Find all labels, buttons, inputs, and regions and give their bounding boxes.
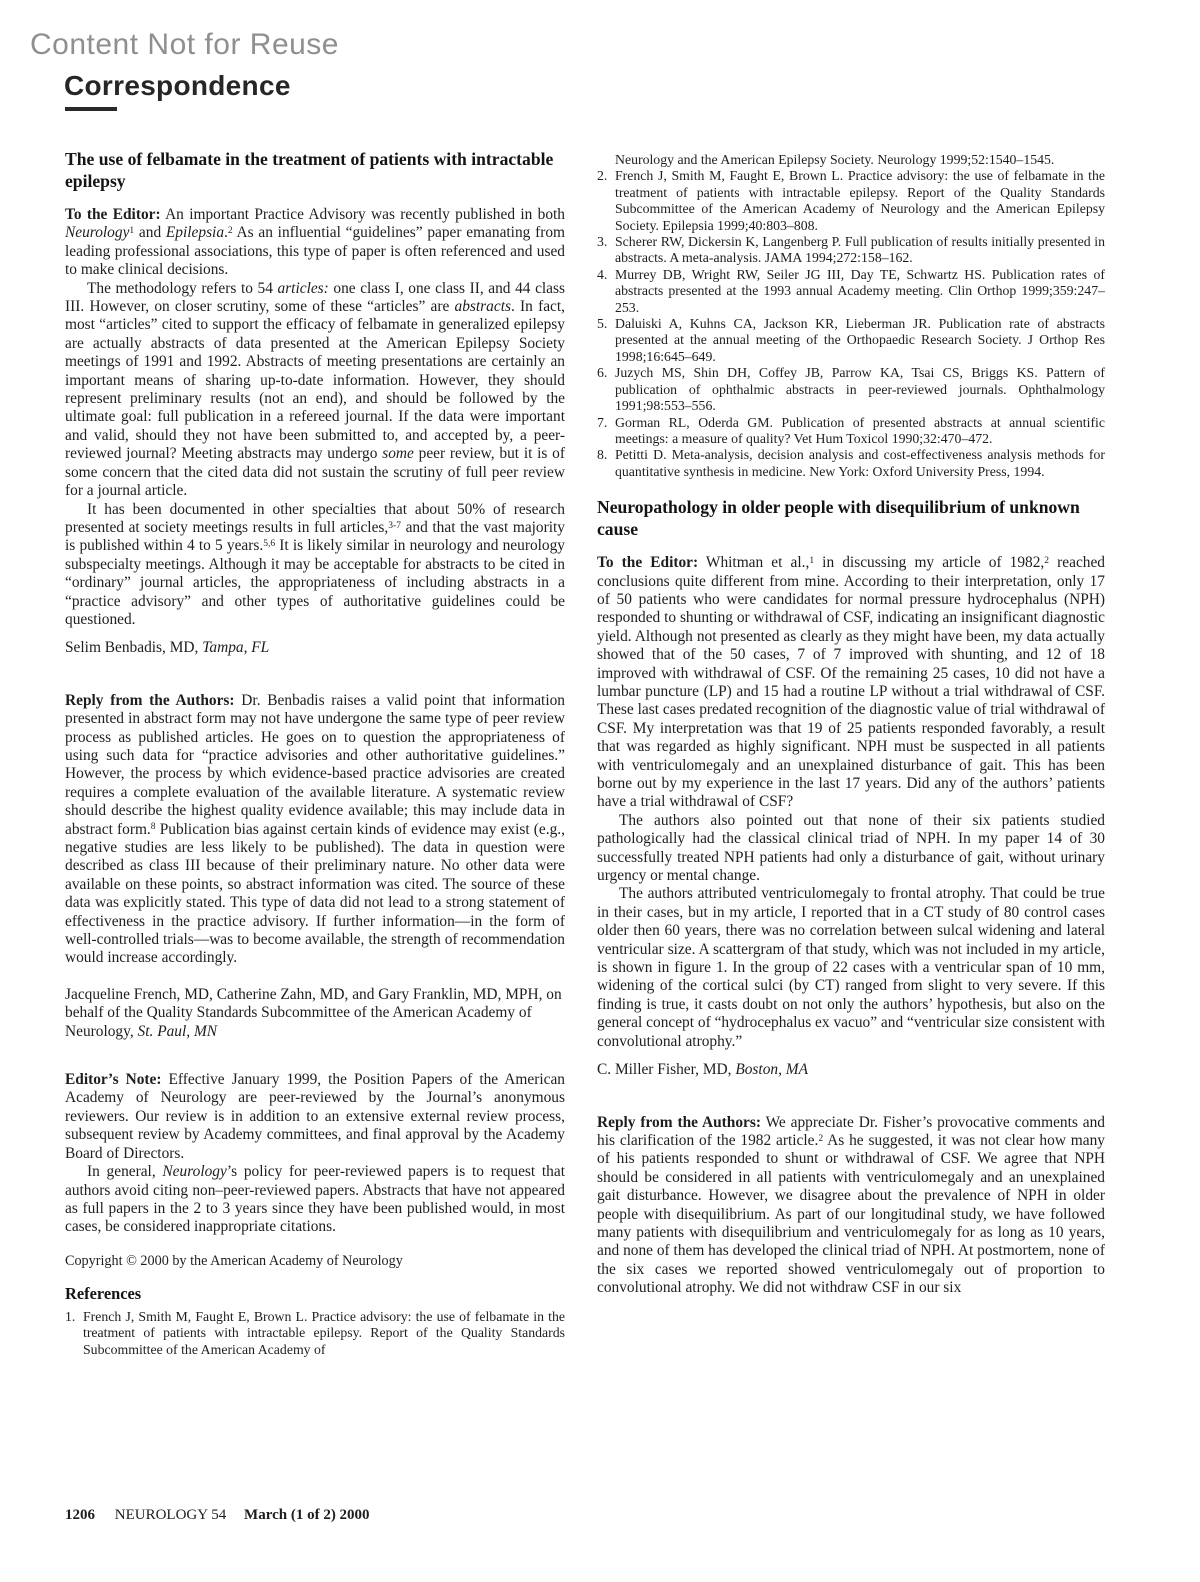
- reference-text: Murrey DB, Wright RW, Seiler JG III, Day TE, Schwartz HS. Publication rates of abstracts presented at the 1993 annual Academy meeting. Clin Orthop 1999;359:247–253.: [615, 266, 1105, 315]
- reference-number: 4.: [597, 266, 608, 282]
- editors-note-paragraph-1: Editor’s Note: Effective January 1999, the Position Papers of the American Academy of Neurology are peer-reviewed by the Journal’s anonymous reviewers. Our review is in addition to an extensive external review process, subsequent review by Academy committees, and final approval by the Academy Board of Directors.: [65, 1071, 565, 1162]
- letter1-paragraph-2: The methodology refers to 54 articles: one class I, one class II, and 44 class III. However, on closer scrutiny, some of these “articles” are abstracts. In fact, most “articles” cited to support the efficacy of felbamate in generalized epilepsy are actually abstracts of data presented at the American Epilepsy Society meetings of 1991 and 1992. Abstracts of meeting presentations are certainly an important means of sharing up-to-date information. However, they should represent preliminary results (not an end), and should be followed by the ultimate goal: full publication in a refereed journal. If the data were important and valid, should they not have been submitted to, and accepted by, a peer-reviewed journal? Meeting abstracts may undergo some peer review, but it is of some concern that the cited data did not sustain the scrutiny of full peer review for a journal article.: [65, 279, 565, 500]
- title-underline: [65, 107, 117, 111]
- reference-item: [65, 1309, 565, 1358]
- editors-note-paragraph-2: In general, Neurology’s policy for peer-reviewed papers is to request that authors avoid citing non–peer-reviewed papers. Abstracts that have not appeared as full papers in the 2 to 3 years since they have been published would, in most cases, be considered inappropriate citations.: [65, 1163, 565, 1236]
- reference-text: Gorman RL, Oderda GM. Publication of presented abstracts at annual scientific meetings: a measure of quality? Vet Hum Toxicol 1990;32:470–472.: [615, 414, 1105, 446]
- letter1-paragraph-1: To the Editor: An important Practice Advisory was recently published in both Neurology$^1$ and Epilepsia.$^2$ As an influential “guidelines” paper emanating from leading professional associations, this type of paper is often referenced and used to make clinical decisions.: [65, 206, 566, 279]
- reference-text: French J, Smith M, Faught E, Brown L. Practice advisory: the use of felbamate in the treatment of patients with intractable epilepsy. Report of the Quality Standards Subcommittee of the American Academy of Neurology and the American Epilepsy Society. Epilepsia 1999;40:803–808.: [615, 168, 1105, 233]
- page-title: Correspondence: [64, 70, 291, 101]
- reference-item: [597, 365, 1105, 414]
- reference-item: [597, 447, 1105, 480]
- reference-number: 8.: [597, 447, 608, 463]
- reference-item: [597, 316, 1105, 365]
- letter2-paragraph-1: To the Editor: Whitman et al.,$^1$ in discussing my article of 1982,$^2$ reached conclusions quite different from mine. According to their interpretation, only 17 of 50 patients who were candidates for normal pressure hydrocephalus (NPH) responded to shunting or withdrawal of CSF, indicating an insignificant diagnostic yield. Although not presented as clearly as they might have been, my data actually showed that of the 50 cases, 7 of 7 improved with shunting, and 12 of 18 improved with withdrawal of CSF. Of the remaining 25 cases, 10 did not have a lumbar puncture (LP) and 15 had a routine LP without a trial withdrawal of CSF. These last cases predated recognition of the diagnostic value of trial withdrawal of CSF. My interpretation was that 19 of 25 patients responded favorably, a result that was regarded as highly significant. NPH must be suspected in all patients with ventriculomegaly and an unexplained disturbance of gait. This has been borne out by my experience in the last 17 years. Did any of the authors’ patients have a trial withdrawal of CSF?: [597, 554, 1105, 811]
- reference-text: Petitti D. Meta-analysis, decision analysis and cost-effectiveness analysis methods for quantitative synthesis in medicine. New York: Oxford University Press, 1994.: [615, 447, 1105, 479]
- letter2-title: Neuropathology in older people with disequilibrium of unknown cause: [597, 497, 1080, 540]
- reference-item: [597, 234, 1105, 267]
- watermark-text: Content Not for Reuse: [30, 28, 339, 61]
- section-masthead: [64, 70, 291, 111]
- letter2-paragraph-3: The authors attributed ventriculomegaly to frontal atrophy. That could be true in their cases, but in my article, I reported that in a CT study of 80 control cases older then 60 years, there was no correlation between sulcal widening and lateral ventricular size. A scattergram of that study, which was not included in my article, is shown in figure 1. In the group of 22 cases with a ventricular span of 10 mm, widening of the cortical sulci (by CT) ranged from slight to very severe. If this finding is true, it casts doubt on not only the authors’ hypothesis, but also on the general concept of “hydrocephalus ex vacuo” and “ventricular size consistent with convolutional atrophy.”: [597, 885, 1105, 1050]
- reference-number: 3.: [597, 234, 608, 250]
- reference-item: [597, 415, 1105, 448]
- reference-item: [597, 267, 1105, 316]
- copyright-line: Copyright © 2000 by the American Academy of Neurology: [65, 1252, 403, 1269]
- reference-item-continued: Neurology and the American Epilepsy Society. Neurology 1999;52:1540–1545.: [615, 152, 1055, 167]
- right-column: [597, 152, 1105, 1298]
- letter1-reply: Reply from the Authors: Dr. Benbadis raises a valid point that information presented in abstract form may not have undergone the same type of peer review process as published articles. He goes on to question the appropriateness of using such data for “practice advisories and other authoritative guidelines.” However, the process by which evidence-based practice advisories are created requires a complete evaluation of the available literature. A systematic review should describe the highest quality evidence available; this may include data in abstract form.$^8$ Publication bias against certain kinds of evidence may exist (e.g., negative studies are less likely to be published). The data in question were described as class III because of their preliminary nature. No other data were available on these points, so abstract information was cited. The source of these data was explicitly stated. This type of data did not lead to a strong statement of effectiveness in the practice advisory. If further information—in the form of well-controlled trials—was to become available, the strength of recommendation would increase accordingly.: [65, 691, 565, 967]
- footer-journal-name: NEUROLOGY 54: [114, 1507, 227, 1523]
- reference-number: 5.: [597, 316, 608, 332]
- reference-number: 2.: [597, 168, 608, 184]
- reference-text: Scherer RW, Dickersin K, Langenberg P. Full publication of results initially presented in abstracts. A meta-analysis. JAMA 1994;272:158–162.: [615, 234, 1105, 266]
- reference-text: French J, Smith M, Faught E, Brown L. Practice advisory: the use of felbamate in the treatment of patients with intractable epilepsy. Report of the Quality Standards Subcommittee of the American Academy of: [83, 1308, 565, 1357]
- letter2-reply: Reply from the Authors: We appreciate Dr. Fisher’s provocative comments and his clarification of the 1982 article.$^2$ As he suggested, it was not clear how many of his patients responded to shunt or withdrawal of CSF. We agree that NPH should be considered in all patients with ventriculomegaly and an unexplained gait disturbance. However, we disagree about the prevalence of NPH in older people with disequilibrium. As part of our longitudinal study, we have followed many patients with disequilibrium and ventriculomegaly for as long as 10 years, and none of them has developed the clinical triad of NPH. At postmortem, none of the six cases we reported showed ventriculomegaly out of proportion to convolutional atrophy. We did not withdraw CSF in our six: [597, 1113, 1105, 1297]
- letter1-reply-signature: Jacqueline French, MD, Catherine Zahn, MD, and Gary Franklin, MD, MPH, on behalf of the Quality Standards Subcommittee of the American Academy of Neurology, St. Paul, MN: [65, 985, 562, 1040]
- letter2-signature: C. Miller Fisher, MD, Boston, MA: [597, 1061, 808, 1079]
- reference-number: 1.: [65, 1308, 76, 1324]
- reference-number: 6.: [597, 365, 608, 381]
- reference-item: [597, 168, 1105, 234]
- letter1-title: The use of felbamate in the treatment of patients with intractable epilepsy: [65, 149, 554, 191]
- reference-number: 7.: [597, 414, 608, 430]
- page-footer: [65, 1506, 370, 1524]
- letter1-paragraph-3: It has been documented in other specialties that about 50% of research presented at society meetings results in full articles,$^{3-7}$ and that the vast majority is published within 4 to 5 years.$^{5,6}$ It is likely similar in neurology and neurology subspecialty meetings. Although it may be acceptable for abstracts to be cited in “ordinary” journal articles, the appropriateness of including abstracts in a “practice advisory” and other types of authoritative guidelines could be questioned.: [65, 500, 566, 628]
- letter1-signature: Selim Benbadis, MD, Tampa, FL: [65, 639, 270, 657]
- letter2-paragraph-2: The authors also pointed out that none of their six patients studied pathologically had the classical clinical triad of NPH. In my paper 14 of 30 successfully treated NPH patients had only a disturbance of gait, without urinary urgency or mental change.: [597, 811, 1105, 885]
- left-column: [65, 148, 565, 1358]
- reference-text: Daluiski A, Kuhns CA, Jackson KR, Lieberman JR. Publication rate of abstracts presented at the annual meeting of the Orthopaedic Research Society. J Orthop Res 1998;16:645–649.: [615, 316, 1105, 364]
- reference-text: Juzych MS, Shin DH, Coffey JB, Parrow KA, Tsai CS, Briggs KS. Pattern of publication of ophthalmic abstracts in peer-reviewed journals. Ophthalmology 1991;98:553–556.: [615, 365, 1105, 414]
- references-heading: References: [65, 1283, 142, 1303]
- footer-page-number: 1206: [65, 1507, 95, 1523]
- footer-issue-date: March (1 of 2) 2000: [244, 1507, 370, 1523]
